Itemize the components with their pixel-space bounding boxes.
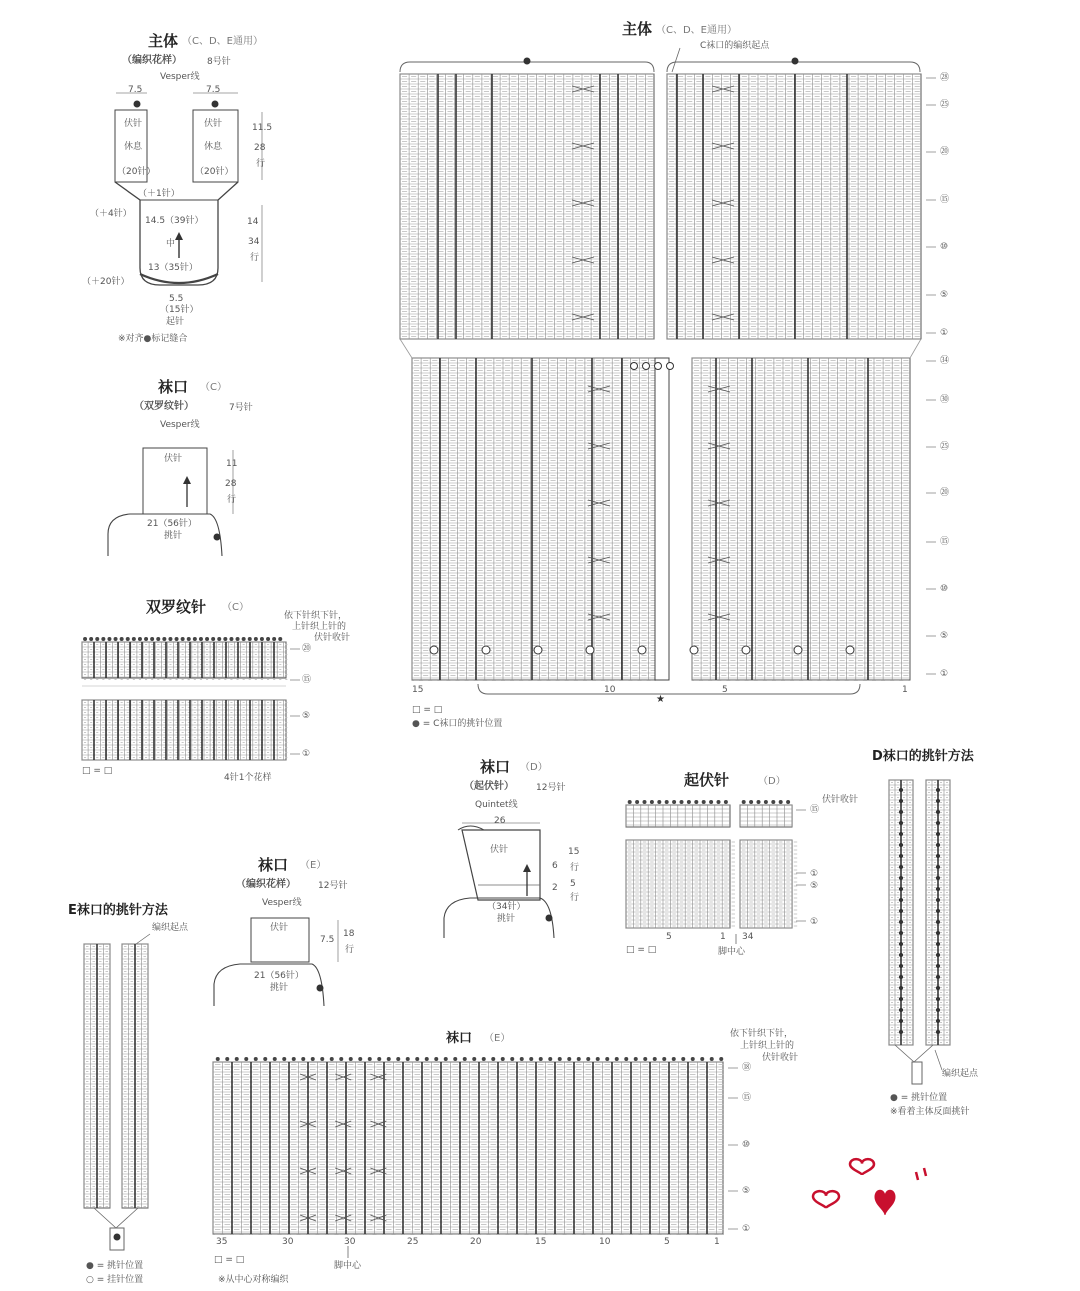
body-small-pause-right: 休息 bbox=[204, 142, 223, 152]
body-small-title: 主体 bbox=[148, 32, 179, 50]
garter-chart-top-left bbox=[626, 800, 730, 827]
cuff-e-chart-bind-note-1: 依下针织下针， bbox=[730, 1029, 794, 1039]
cuff-c-mark bbox=[214, 534, 220, 540]
body-small-plus1: （＋1针） bbox=[138, 189, 180, 199]
garter-chart-title: 起伏针 bbox=[684, 771, 730, 789]
heart-tick-2 bbox=[924, 1168, 926, 1176]
main-chart-col-1: 1 bbox=[902, 685, 908, 695]
d-pick-dot bbox=[936, 788, 939, 791]
d-pick-tail bbox=[912, 1062, 922, 1084]
cuff-e-small-height: 7.5 bbox=[320, 935, 335, 945]
cuff-e-chart-bind-note-2: 上针织上针的 bbox=[740, 1041, 795, 1051]
cuff-d-width: 26 bbox=[494, 816, 506, 826]
cuff-e-small-pattern: （编织花样） bbox=[236, 879, 296, 890]
cuff-c-arrowhead bbox=[183, 476, 191, 484]
cuff-e-chart-row-1: ① bbox=[742, 1224, 751, 1234]
body-small-mid-width: 14.5（39针） bbox=[145, 216, 204, 226]
d-pick-dot bbox=[936, 920, 939, 923]
rib-chart-bottom bbox=[82, 700, 287, 760]
main-chart-title: 主体 bbox=[622, 20, 653, 38]
body-small-pause-left: 休息 bbox=[124, 142, 143, 152]
cuff-e-small-needle: 12号针 bbox=[318, 881, 348, 891]
main-chart-pick-loop bbox=[586, 646, 594, 654]
d-pick-dot bbox=[936, 887, 939, 890]
d-pick-dot bbox=[936, 865, 939, 868]
e-pick-start-arrow bbox=[136, 934, 150, 944]
main-chart-row-25: ㉕ bbox=[940, 100, 950, 110]
e-pick-column-right bbox=[122, 944, 148, 1208]
body-small-toe-curve bbox=[140, 274, 218, 283]
d-pick-dot bbox=[936, 909, 939, 912]
d-pick-dot bbox=[936, 832, 939, 835]
main-chart-pick-loop bbox=[690, 646, 698, 654]
e-pick-join bbox=[94, 1208, 138, 1228]
garter-chart-bind: 伏针收针 bbox=[822, 795, 859, 805]
d-pick-dot bbox=[936, 1030, 939, 1033]
main-chart-legend-1: □ = □ bbox=[412, 705, 443, 715]
d-pick-dot bbox=[936, 997, 939, 1000]
cuff-c-yarn: Vesper线 bbox=[160, 420, 200, 430]
garter-chart-col-1: 1 bbox=[720, 932, 726, 942]
d-pick-dot bbox=[899, 843, 902, 846]
main-chart-pick-loop bbox=[794, 646, 802, 654]
cuff-c-bind: 伏针 bbox=[164, 454, 183, 464]
d-pick-dot bbox=[899, 909, 902, 912]
main-chart-center-column bbox=[655, 358, 669, 680]
garter-chart-col-5: 5 bbox=[666, 932, 672, 942]
main-chart-bottom-bracket bbox=[478, 684, 860, 694]
main-chart-b-row-20: ⑳ bbox=[940, 488, 950, 498]
main-chart-start-arrow bbox=[672, 48, 680, 72]
body-small-yarn: Vesper线 bbox=[160, 72, 200, 82]
cuff-e-chart-col-35: 35 bbox=[216, 1237, 228, 1247]
cuff-e-chart-row-5: ⑤ bbox=[742, 1186, 751, 1196]
main-chart-row-1: ① bbox=[940, 328, 949, 338]
cuff-e-chart-center: 脚中心 bbox=[334, 1261, 362, 1271]
cuff-d-pick: 挑针 bbox=[497, 914, 516, 924]
d-pick-dot bbox=[899, 865, 902, 868]
body-small-count20-left: （20针） bbox=[117, 167, 156, 177]
d-pick-dot bbox=[899, 997, 902, 1000]
cuff-d-shape bbox=[462, 830, 540, 900]
cuff-d-height-2: 2 bbox=[552, 883, 558, 893]
d-pick-dot bbox=[899, 810, 902, 813]
main-chart-mark-left bbox=[524, 58, 530, 64]
garter-chart-bottom-left bbox=[626, 840, 735, 928]
rib-chart-row-5: ⑤ bbox=[302, 711, 311, 721]
main-chart-row-5: ⑤ bbox=[940, 290, 949, 300]
cuff-c-height: 11 bbox=[226, 459, 238, 469]
d-pick-dot bbox=[936, 975, 939, 978]
d-pick-dot bbox=[899, 788, 902, 791]
main-chart-col-10: 10 bbox=[604, 685, 616, 695]
body-small-width-left: 7.5 bbox=[128, 85, 143, 95]
cuff-e-small-title-sub: （E） bbox=[300, 860, 327, 871]
main-chart-row-10: ⑩ bbox=[940, 242, 949, 252]
e-pick-title: E袜口的挑针方法 bbox=[68, 903, 168, 918]
rib-chart-title: 双罗纹针 bbox=[146, 598, 207, 616]
main-chart-pick-loop bbox=[638, 646, 646, 654]
body-small-mark-right bbox=[212, 101, 218, 107]
cuff-e-chart-row-18: ⑱ bbox=[742, 1063, 752, 1073]
cuff-e-chart-col-1: 1 bbox=[714, 1237, 720, 1247]
body-small-bind-left: 伏针 bbox=[124, 119, 143, 129]
cuff-c-pattern: （双罗纹针） bbox=[134, 401, 194, 412]
d-pick-start-arrow bbox=[935, 1050, 942, 1070]
garter-chart-row-5: ⑤ bbox=[810, 881, 819, 891]
d-pick-dot bbox=[899, 1019, 902, 1022]
d-pick-start: 编织起点 bbox=[942, 1069, 979, 1079]
cuff-d-title: 袜口 bbox=[480, 758, 511, 776]
d-pick-join bbox=[895, 1045, 933, 1062]
cuff-d-arrowhead bbox=[523, 864, 531, 872]
body-small-h2-rows: 34 bbox=[248, 237, 260, 247]
cuff-e-small-yarn: Vesper线 bbox=[262, 898, 302, 908]
cuff-e-small-pick: 挑针 bbox=[270, 983, 289, 993]
d-pick-dot bbox=[936, 1019, 939, 1022]
body-small-base-width: 13（35针） bbox=[148, 263, 198, 273]
main-chart-b-row-30: ㉚ bbox=[940, 395, 950, 405]
body-small-title-sub: （C、D、E通用） bbox=[182, 36, 264, 47]
d-pick-dot bbox=[936, 876, 939, 879]
main-chart-b-row-5: ⑤ bbox=[940, 631, 949, 641]
heart-outline-left bbox=[813, 1191, 839, 1208]
main-chart-join-loop bbox=[631, 363, 638, 370]
garter-chart-col-34: 34 bbox=[742, 932, 754, 942]
cuff-d-title-sub: （D） bbox=[520, 762, 548, 773]
body-small-cast-width: 5.5 bbox=[169, 294, 184, 304]
cuff-d-height-unit-2: 行 bbox=[570, 893, 580, 903]
cuff-c-width: 21（56针） bbox=[147, 519, 197, 529]
garter-chart-top-right bbox=[740, 800, 792, 827]
d-pick-dot bbox=[899, 964, 902, 967]
d-pick-dot bbox=[899, 832, 902, 835]
cuff-d-height-unit-1: 行 bbox=[570, 863, 580, 873]
cuff-e-chart-bind-note-3: 伏针收针 bbox=[762, 1053, 799, 1063]
rib-chart-top bbox=[82, 637, 287, 680]
cuff-d-yarn: Quintet线 bbox=[475, 800, 518, 810]
d-pick-dot bbox=[899, 953, 902, 956]
d-pick-dot bbox=[899, 931, 902, 934]
d-pick-dot bbox=[936, 964, 939, 967]
rib-chart-repeat: 4针1个花样 bbox=[224, 773, 272, 783]
rib-chart-row-20: ⑳ bbox=[302, 644, 312, 654]
rib-chart-title-sub: （C） bbox=[222, 602, 249, 613]
main-chart-row-20: ⑳ bbox=[940, 147, 950, 157]
d-pick-legend-1: ● = 挑针位置 bbox=[890, 1093, 948, 1103]
rib-chart-row-15: ⑮ bbox=[302, 675, 312, 685]
d-pick-dot bbox=[899, 887, 902, 890]
cuff-e-chart-note: ※从中心对称编织 bbox=[218, 1275, 289, 1285]
cuff-e-chart-title-sub: （E） bbox=[484, 1033, 511, 1044]
main-chart-lower-left bbox=[412, 358, 656, 681]
cuff-d-pattern: （起伏针） bbox=[464, 781, 514, 792]
main-chart-b-row-1: ① bbox=[940, 669, 949, 679]
main-chart-pick-loop bbox=[846, 646, 854, 654]
d-pick-dot bbox=[899, 986, 902, 989]
main-chart-legend-2: ● = C袜口的挑针位置 bbox=[412, 719, 503, 729]
main-chart-col-5: 5 bbox=[722, 685, 728, 695]
d-pick-dot bbox=[936, 799, 939, 802]
e-pick-start: 编织起点 bbox=[152, 923, 189, 933]
e-pick-legend-1: ● = 挑针位置 bbox=[86, 1261, 144, 1271]
cuff-c-needle: 7号针 bbox=[229, 403, 253, 413]
cuff-e-small-mark bbox=[317, 985, 323, 991]
cuff-d-bind: 伏针 bbox=[490, 845, 509, 855]
body-small-bind-right: 伏针 bbox=[204, 119, 223, 129]
d-pick-dot bbox=[936, 898, 939, 901]
body-small-plus4: （＋4针） bbox=[90, 209, 132, 219]
main-chart-join-l bbox=[400, 339, 412, 358]
body-small-h1-unit: 行 bbox=[256, 159, 266, 169]
d-pick-dot bbox=[936, 942, 939, 945]
cuff-e-chart-col-20: 20 bbox=[470, 1237, 482, 1247]
body-small-direction: 中 bbox=[166, 239, 176, 249]
d-pick-dot bbox=[899, 799, 902, 802]
cuff-e-chart-col-5: 5 bbox=[664, 1237, 670, 1247]
cuff-e-small-height-unit: 行 bbox=[345, 945, 355, 955]
rib-chart-row-1: ① bbox=[302, 749, 311, 759]
main-chart-b-row-34: ㉞ bbox=[940, 356, 950, 366]
cuff-c-title: 袜口 bbox=[158, 378, 189, 396]
cuff-e-chart-col-15: 15 bbox=[535, 1237, 547, 1247]
d-pick-dot bbox=[936, 843, 939, 846]
d-pick-dot bbox=[899, 942, 902, 945]
main-chart-start-note: C袜口的编织起点 bbox=[700, 41, 770, 51]
d-pick-title: D袜口的挑针方法 bbox=[872, 749, 974, 764]
main-chart-pick-loop bbox=[482, 646, 490, 654]
d-pick-legend-2: ※看着主体反面挑针 bbox=[890, 1107, 970, 1117]
cuff-c-height-unit: 行 bbox=[227, 495, 237, 505]
cuff-d-height-rows-2: 5 bbox=[570, 879, 576, 889]
heart-tick-1 bbox=[916, 1172, 918, 1180]
body-small-mark-left bbox=[134, 101, 140, 107]
cuff-d-mark bbox=[546, 915, 552, 921]
cuff-e-small-title: 袜口 bbox=[258, 856, 289, 874]
main-chart-b-row-10: ⑩ bbox=[940, 584, 949, 594]
d-pick-dot bbox=[936, 953, 939, 956]
main-chart-row-28: ㉘ bbox=[940, 73, 950, 83]
cuff-d-height-rows-1: 15 bbox=[568, 847, 580, 857]
cuff-e-chart-col-10: 10 bbox=[599, 1237, 611, 1247]
cuff-c-pick: 挑针 bbox=[164, 531, 183, 541]
d-pick-dot bbox=[936, 810, 939, 813]
main-chart-title-sub: （C、D、E通用） bbox=[656, 25, 738, 36]
garter-chart-legend: □ = □ bbox=[626, 945, 657, 955]
body-small-cast-count: （15针） bbox=[160, 305, 199, 315]
e-pick-legend-2: ○ = 挂针位置 bbox=[86, 1275, 144, 1285]
main-chart-b-row-25: ㉕ bbox=[940, 442, 950, 452]
garter-chart-row-1a: ① bbox=[810, 869, 819, 879]
main-chart-pick-loop bbox=[430, 646, 438, 654]
garter-chart-center: 脚中心 bbox=[718, 947, 746, 957]
d-pick-dot bbox=[899, 1008, 902, 1011]
d-pick-dot bbox=[936, 1008, 939, 1011]
garter-chart-bottom-right bbox=[740, 840, 797, 928]
main-chart-pick-loop bbox=[742, 646, 750, 654]
main-chart-upper-left bbox=[400, 74, 654, 339]
cuff-e-small-height-rows: 18 bbox=[343, 929, 355, 939]
d-pick-dot bbox=[936, 986, 939, 989]
d-pick-dot bbox=[936, 931, 939, 934]
main-chart-pick-loop bbox=[534, 646, 542, 654]
d-pick-dot bbox=[899, 920, 902, 923]
rib-chart-legend: □ = □ bbox=[82, 766, 113, 776]
body-small-width-right: 7.5 bbox=[206, 85, 221, 95]
main-chart-row-15: ⑮ bbox=[940, 195, 950, 205]
cuff-e-chart-legend: □ = □ bbox=[214, 1255, 245, 1265]
cuff-e-chart bbox=[213, 1057, 724, 1235]
d-pick-dot bbox=[899, 854, 902, 857]
garter-chart-row-1b: ① bbox=[810, 917, 819, 927]
main-chart-join-r bbox=[910, 339, 921, 358]
cuff-e-chart-col-30b: 30 bbox=[344, 1237, 356, 1247]
heart-filled bbox=[875, 1190, 895, 1215]
body-small-dir-arrowhead bbox=[175, 232, 183, 240]
d-pick-dot bbox=[936, 821, 939, 824]
body-small-h2-unit: 行 bbox=[250, 253, 260, 263]
rib-chart-bind-note-3: 伏针收针 bbox=[314, 633, 351, 643]
main-chart-b-row-15: ⑮ bbox=[940, 537, 950, 547]
main-chart-lower-right bbox=[692, 358, 910, 681]
body-small-needle: 8号针 bbox=[207, 57, 231, 67]
d-pick-dot bbox=[899, 975, 902, 978]
cuff-e-small-bind: 伏针 bbox=[270, 923, 289, 933]
e-pick-column-left bbox=[84, 944, 110, 1208]
cuff-c-height-rows: 28 bbox=[225, 479, 237, 489]
main-chart-join-loop bbox=[667, 363, 674, 370]
body-small-count20-right: （20针） bbox=[195, 167, 234, 177]
heart-outline-top bbox=[850, 1159, 874, 1175]
cuff-e-chart-col-25: 25 bbox=[407, 1237, 419, 1247]
body-small-cast-on: 起针 bbox=[166, 317, 185, 327]
d-pick-dot bbox=[899, 898, 902, 901]
cuff-e-chart-row-15: ⑮ bbox=[742, 1093, 752, 1103]
cuff-e-small-width: 21（56针） bbox=[254, 971, 304, 981]
cuff-e-chart-row-10: ⑩ bbox=[742, 1140, 751, 1150]
main-chart-upper-right bbox=[667, 74, 921, 339]
d-pick-dot bbox=[899, 876, 902, 879]
body-small-note: ※对齐●标记缝合 bbox=[118, 334, 188, 344]
rib-chart-bind-note-1: 依下针织下针， bbox=[284, 611, 348, 621]
garter-chart-row-15: ⑮ bbox=[810, 805, 820, 815]
cuff-d-height-1: 6 bbox=[552, 861, 558, 871]
main-chart-join-loop bbox=[655, 363, 662, 370]
body-small-h1-rows: 28 bbox=[254, 143, 266, 153]
main-chart-col-15: 15 bbox=[412, 685, 424, 695]
body-small-h2: 14 bbox=[247, 217, 259, 227]
main-chart-star: ★ bbox=[656, 694, 665, 705]
d-pick-dot bbox=[899, 821, 902, 824]
cuff-e-chart-col-30a: 30 bbox=[282, 1237, 294, 1247]
body-small-h1: 11.5 bbox=[252, 123, 273, 133]
rib-chart-bind-note-2: 上针织上针的 bbox=[292, 622, 347, 632]
garter-chart-title-sub: （D） bbox=[758, 776, 786, 787]
cuff-d-needle: 12号针 bbox=[536, 783, 566, 793]
body-small-plus20: （＋20针） bbox=[82, 277, 130, 287]
cuff-e-chart-title: 袜口 bbox=[446, 1031, 473, 1046]
d-pick-dot bbox=[936, 854, 939, 857]
cuff-c-title-sub: （C） bbox=[200, 382, 227, 393]
body-small-pattern: （编织花样） bbox=[122, 55, 182, 66]
main-chart-join-loop bbox=[643, 363, 650, 370]
d-pick-dot bbox=[899, 1030, 902, 1033]
e-pick-tail-dot bbox=[114, 1234, 120, 1240]
cuff-d-count: （34针） bbox=[487, 902, 526, 912]
main-chart-mark-right bbox=[792, 58, 798, 64]
